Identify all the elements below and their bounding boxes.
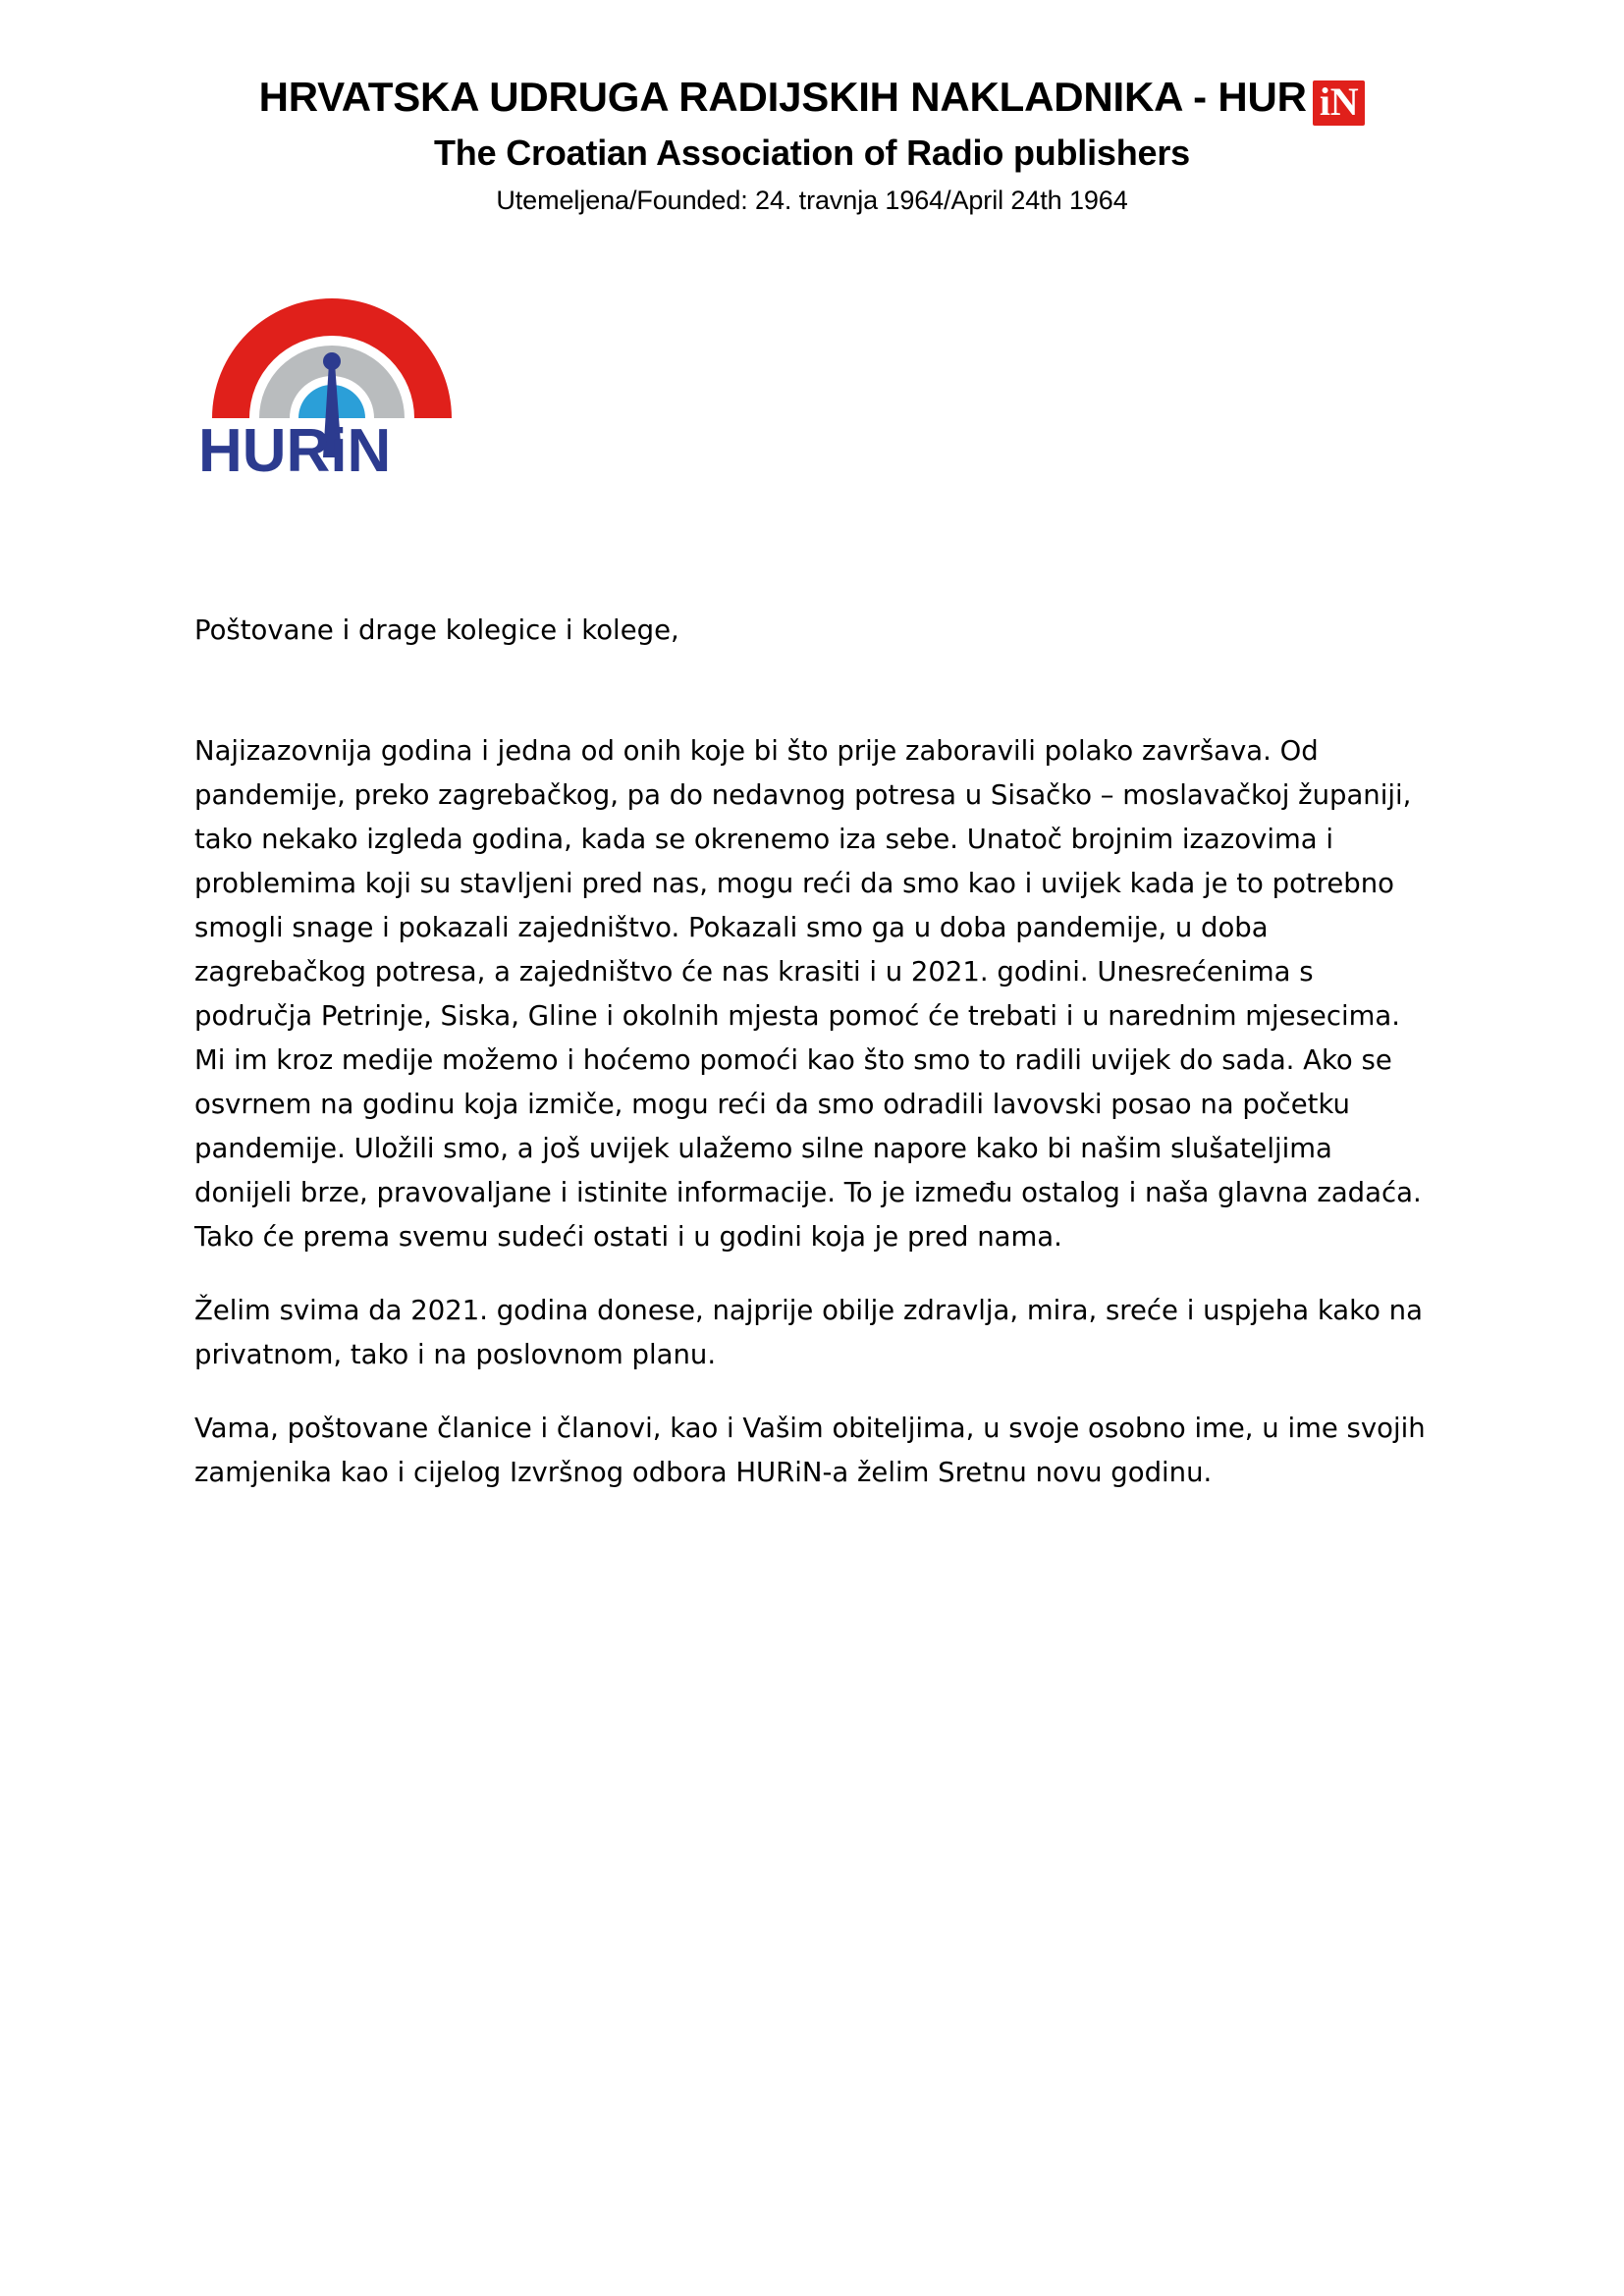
letterhead-founded: Utemeljena/Founded: 24. travnja 1964/April 24th 1964 [496,186,1128,215]
letterhead [0,0,1624,216]
letter-paragraph-3: Vama, poštovane članice i članovi, kao i Vašim obiteljima, u svoje osobno ime, u ime svojih zamjenika kao i cijelog Izvršnog odbora HURiN-a želim Sretnu novu godinu. [194,1413,1426,1488]
letterhead-title-croatian-text: HRVATSKA UDRUGA RADIJSKIH NAKLADNIKA - HUR [258,74,1307,120]
letter-salutation: Poštovane i drage kolegice i kolege, [194,614,679,646]
hurin-logo [194,253,518,489]
letterhead-title-english: The Croatian Association of Radio publishers [434,133,1190,173]
letter-paragraph-2: Želim svima da 2021. godina donese, najprije obilje zdravlja, mira, sreće i uspjeha kako na privatnom, tako i na poslovnom planu. [194,1295,1423,1370]
letter-paragraph-1: Najizazovnija godina i jedna od onih koje bi što prije zaboravili polako završava. Od pandemije, preko zagrebačkog, pa do nedavnog potresa u Sisačko – moslavačkoj županiji, tako nekako izgleda godina, kada se okrenemo iza sebe. Unatoč brojnim izazovima i problemima koji su stavljeni pred nas, mogu reći da smo kao i uvijek kada je to potrebno smogli snage i pokazali zajedništvo. Pokazali smo ga u doba pandemije, u doba zagrebačkog potresa, a zajedništvo će nas krasiti i u 2021. godini. Unesrećenima s područja Petrinje, Siska, Gline i okolnih mjesta pomoć će trebati i u narednim mjesecima. Mi im kroz medije možemo i hoćemo pomoći kao što smo to radili uvijek do sada. Ako se osvrnem na godinu koja izmiče, mogu reći da smo odradili lavovski posao na početku pandemije. Uložili smo, a još uvijek ulažemo silne napore kako bi našim slušateljima donijeli brze, pravovaljane i istinite informacije. To je između ostalog i naša glavna zadaća. Tako će prema svemu sudeći ostati i u godini koja je pred nama. [194,735,1422,1253]
hurin-badge: iN [1313,80,1366,126]
radio-broadcast-arcs-icon [194,253,518,489]
letterhead-title-croatian [0,74,1624,126]
letter-body [0,609,1624,1495]
logo-wordmark: HURiN [198,417,392,485]
